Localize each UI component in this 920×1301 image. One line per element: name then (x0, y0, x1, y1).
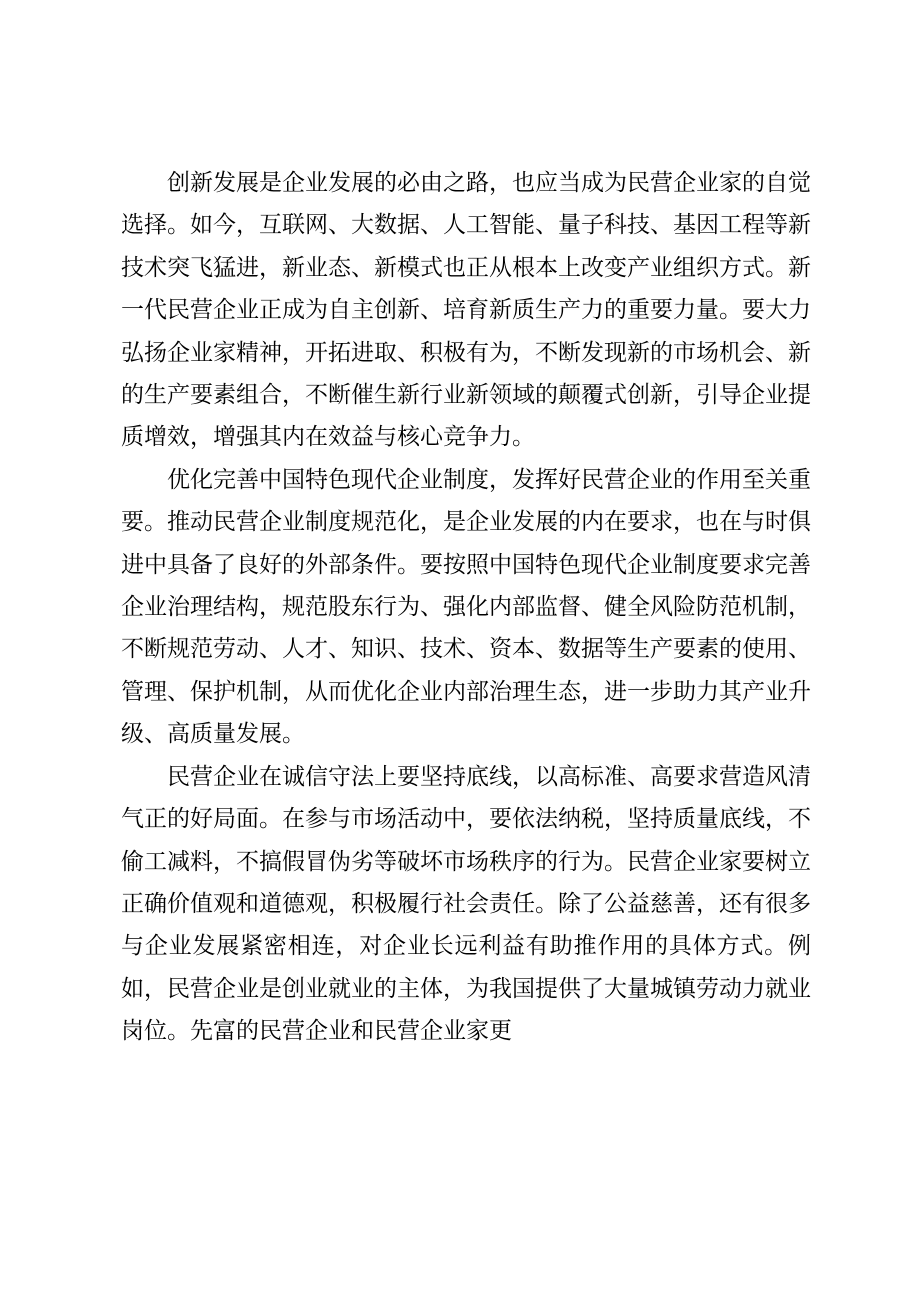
paragraph-integrity: 民营企业在诚信守法上要坚持底线，以高标准、高要求营造风清气正的好局面。在参与市场活动中，要依法纳税，坚持质量底线，不偷工减料，不搞假冒伪劣等破坏市场秩序的行为。民营企业家要树立正确价值观和道德观，积极履行社会责任。除了公益慈善，还有很多与企业发展紧密相连，对企业长远利益有助推作用的具体方式。例如，民营企业是创业就业的主体，为我国提供了大量城镇劳动力就业岗位。先富的民营企业和民营企业家更 (121, 763, 811, 1045)
paragraph-enterprise-system: 优化完善中国特色现代企业制度，发挥好民营企业的作用至关重要。推动民营企业制度规范化，是企业发展的内在要求，也在与时俱进中具备了良好的外部条件。要按照中国特色现代企业制度要求完善企业治理结构，规范股东行为、强化内部监督、健全风险防范机制，不断规范劳动、人才、知识、技术、资本、数据等生产要素的使用、管理、保护机制，从而优化企业内部治理生态，进一步助力其产业升级、高质量发展。 (121, 466, 811, 748)
document-body (121, 162, 811, 1053)
paragraph-innovation: 创新发展是企业发展的必由之路，也应当成为民营企业家的自觉选择。如今，互联网、大数据、人工智能、量子科技、基因工程等新技术突飞猛进，新业态、新模式也正从根本上改变产业组织方式。新一代民营企业正成为自主创新、培育新质生产力的重要力量。要大力弘扬企业家精神，开拓进取、积极有为，不断发现新的市场机会、新的生产要素组合，不断催生新行业新领域的颠覆式创新，引导企业提质增效，增强其内在效益与核心竞争力。 (121, 170, 811, 451)
